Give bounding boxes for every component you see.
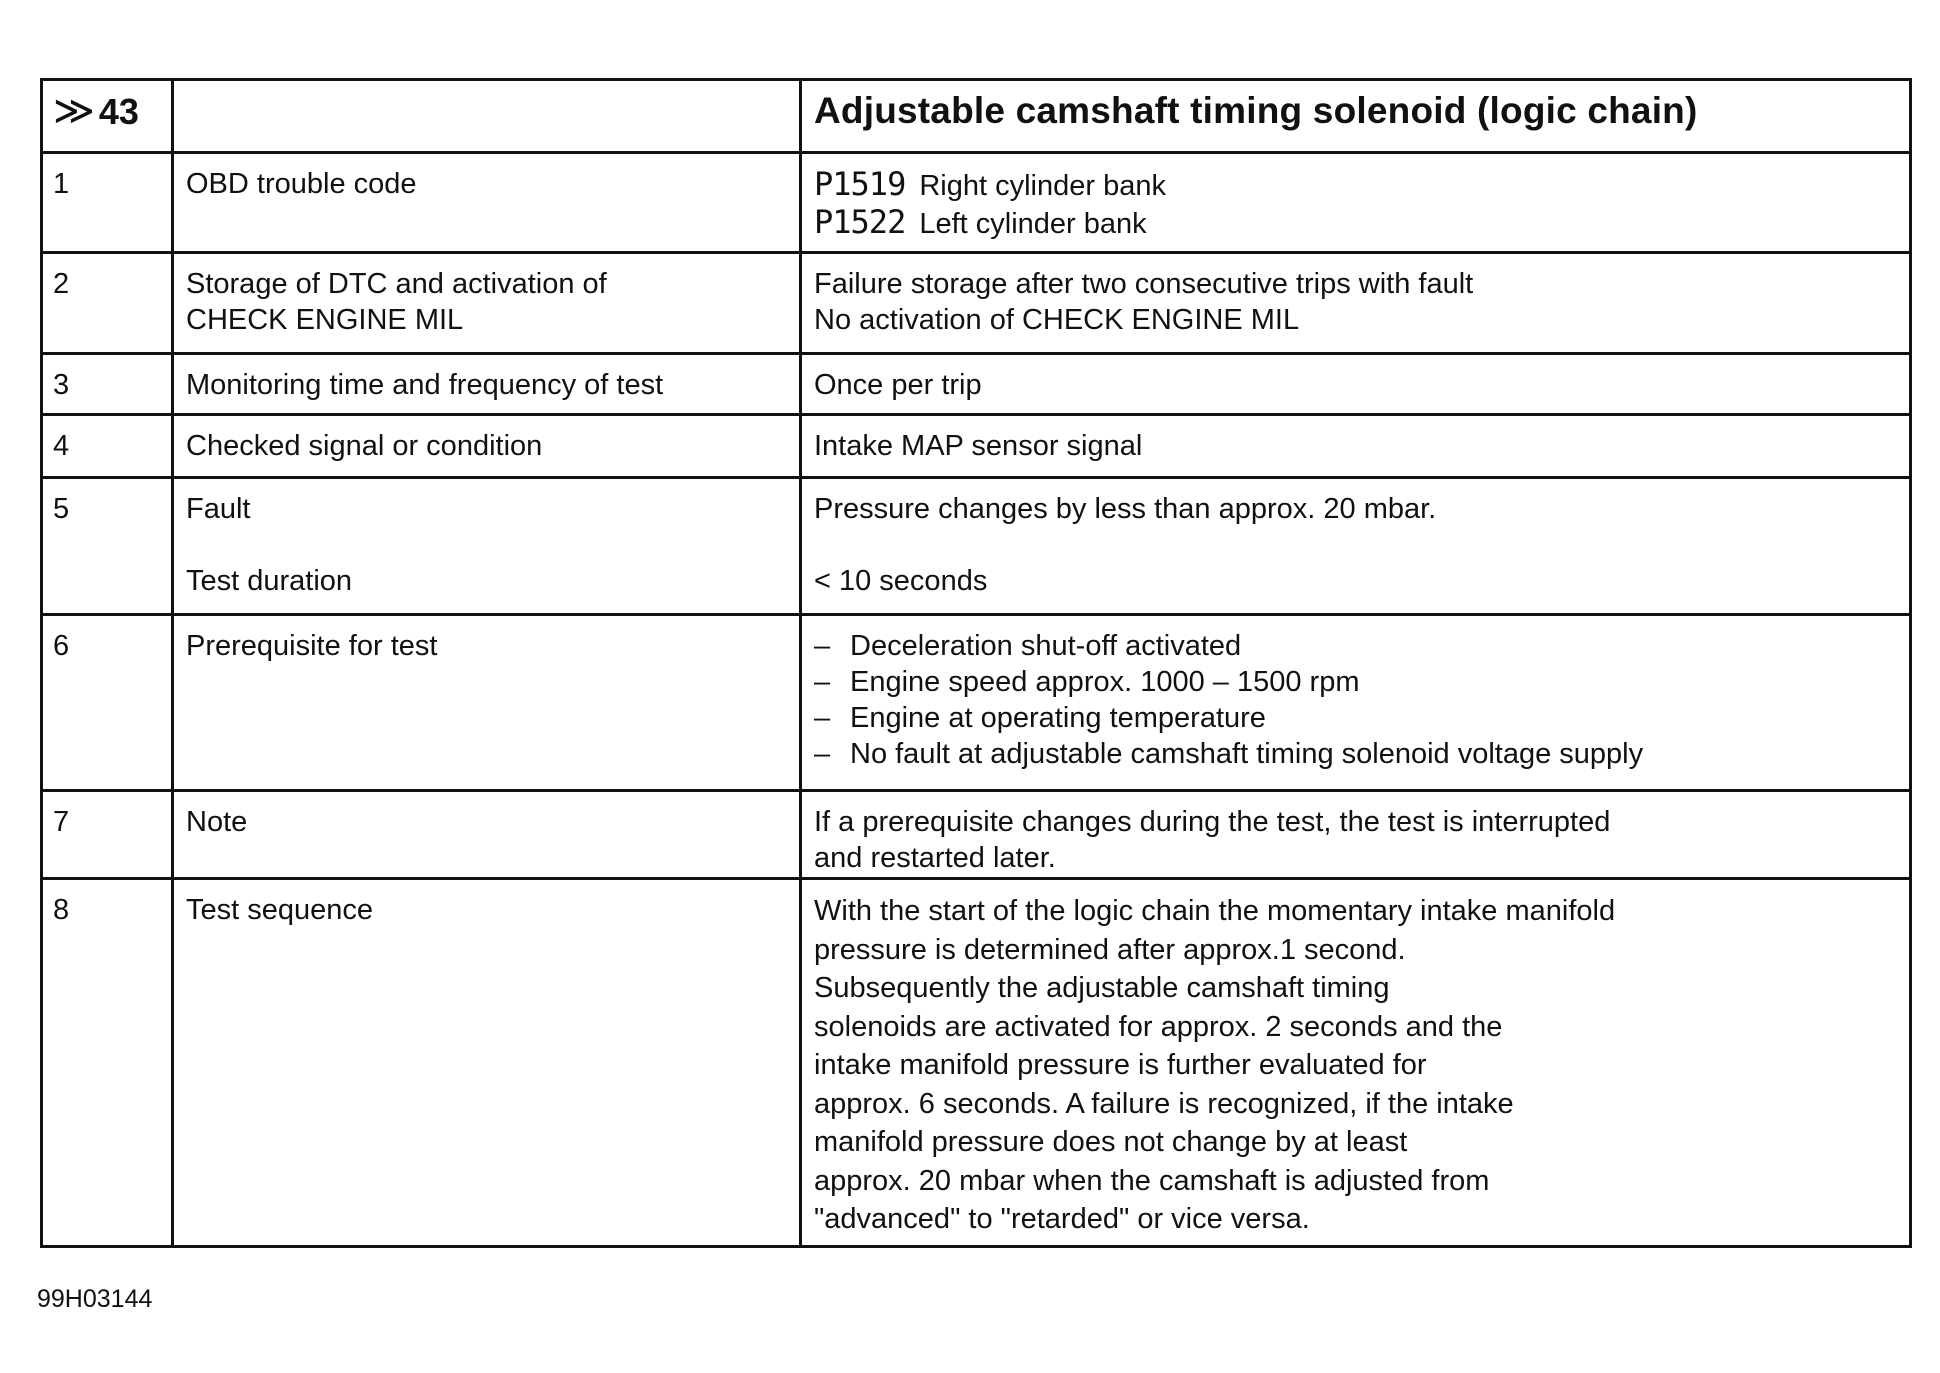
table-row <box>43 792 1909 880</box>
diagnostic-table <box>40 78 1912 1248</box>
row-label: Monitoring time and frequency of test <box>186 369 664 401</box>
row-description <box>814 616 1889 789</box>
row-number: 7 <box>53 806 70 838</box>
list-item: – No fault at adjustable camshaft timing solenoid voltage supply <box>814 738 1644 770</box>
row-label: Note <box>186 806 248 838</box>
table-row <box>43 154 1909 254</box>
row-number: 6 <box>53 630 70 662</box>
row-description: If a prerequisite changes during the test, the test is interrupted and restarted later. <box>814 806 1611 874</box>
section-arrow-icon: ≫ <box>53 89 95 133</box>
row-label: Storage of DTC and activation of CHECK ENGINE MIL <box>186 268 607 336</box>
figure-id: 99H03144 <box>37 1285 153 1313</box>
row-description: Once per trip <box>814 369 982 401</box>
table-row <box>43 616 1909 792</box>
row-description: Intake MAP sensor signal <box>814 430 1143 462</box>
row-label: OBD trouble code <box>186 168 417 200</box>
row-number: 8 <box>53 894 70 926</box>
table-row <box>43 880 1909 1245</box>
row-number: 2 <box>53 268 70 300</box>
table-title: Adjustable camshaft timing solenoid (logic chain) <box>814 90 1698 131</box>
table-row <box>43 416 1909 479</box>
trouble-code: P1522 <box>814 203 906 241</box>
row-number: 3 <box>53 369 70 401</box>
row-description <box>814 154 1889 251</box>
header-row <box>43 81 1909 154</box>
row-description: With the start of the logic chain the momentary intake manifold pressure is determined after approx.1 second. Subsequently the adjustable camshaft timing solenoids are activated for approx. 2 seconds and the intake manifold pressure is further evaluated for approx. 6 seconds. A failure is recognized, if the intake manifold pressure does not change by at least approx. 20 mbar when the camshaft is adjusted from "advanced" to "retarded" or vice versa. <box>814 895 1616 1235</box>
list-item: – Engine at operating temperature <box>814 702 1266 734</box>
row-description: Pressure changes by less than approx. 20 mbar. < 10 seconds <box>814 493 1437 597</box>
trouble-code-line: P1522 Left cylinder bank <box>814 203 1147 241</box>
row-label: Checked signal or condition <box>186 430 543 462</box>
list-item: – Deceleration shut-off activated <box>814 630 1242 662</box>
trouble-code-line: P1519 Right cylinder bank <box>814 165 1166 203</box>
section-number: ≫ 43 <box>53 89 139 133</box>
row-label: Fault Test duration <box>186 493 353 597</box>
list-item: – Engine speed approx. 1000 – 1500 rpm <box>814 666 1360 698</box>
row-description: Failure storage after two consecutive trips with fault No activation of CHECK ENGINE MIL <box>814 268 1474 336</box>
trouble-code: P1519 <box>814 165 906 203</box>
row-label: Test sequence <box>186 894 374 926</box>
row-number: 4 <box>53 430 70 462</box>
table-row <box>43 355 1909 416</box>
row-number: 1 <box>53 168 70 200</box>
table-row <box>43 479 1909 616</box>
row-number: 5 <box>53 493 70 525</box>
row-label: Prerequisite for test <box>186 630 438 662</box>
table-row <box>43 254 1909 355</box>
